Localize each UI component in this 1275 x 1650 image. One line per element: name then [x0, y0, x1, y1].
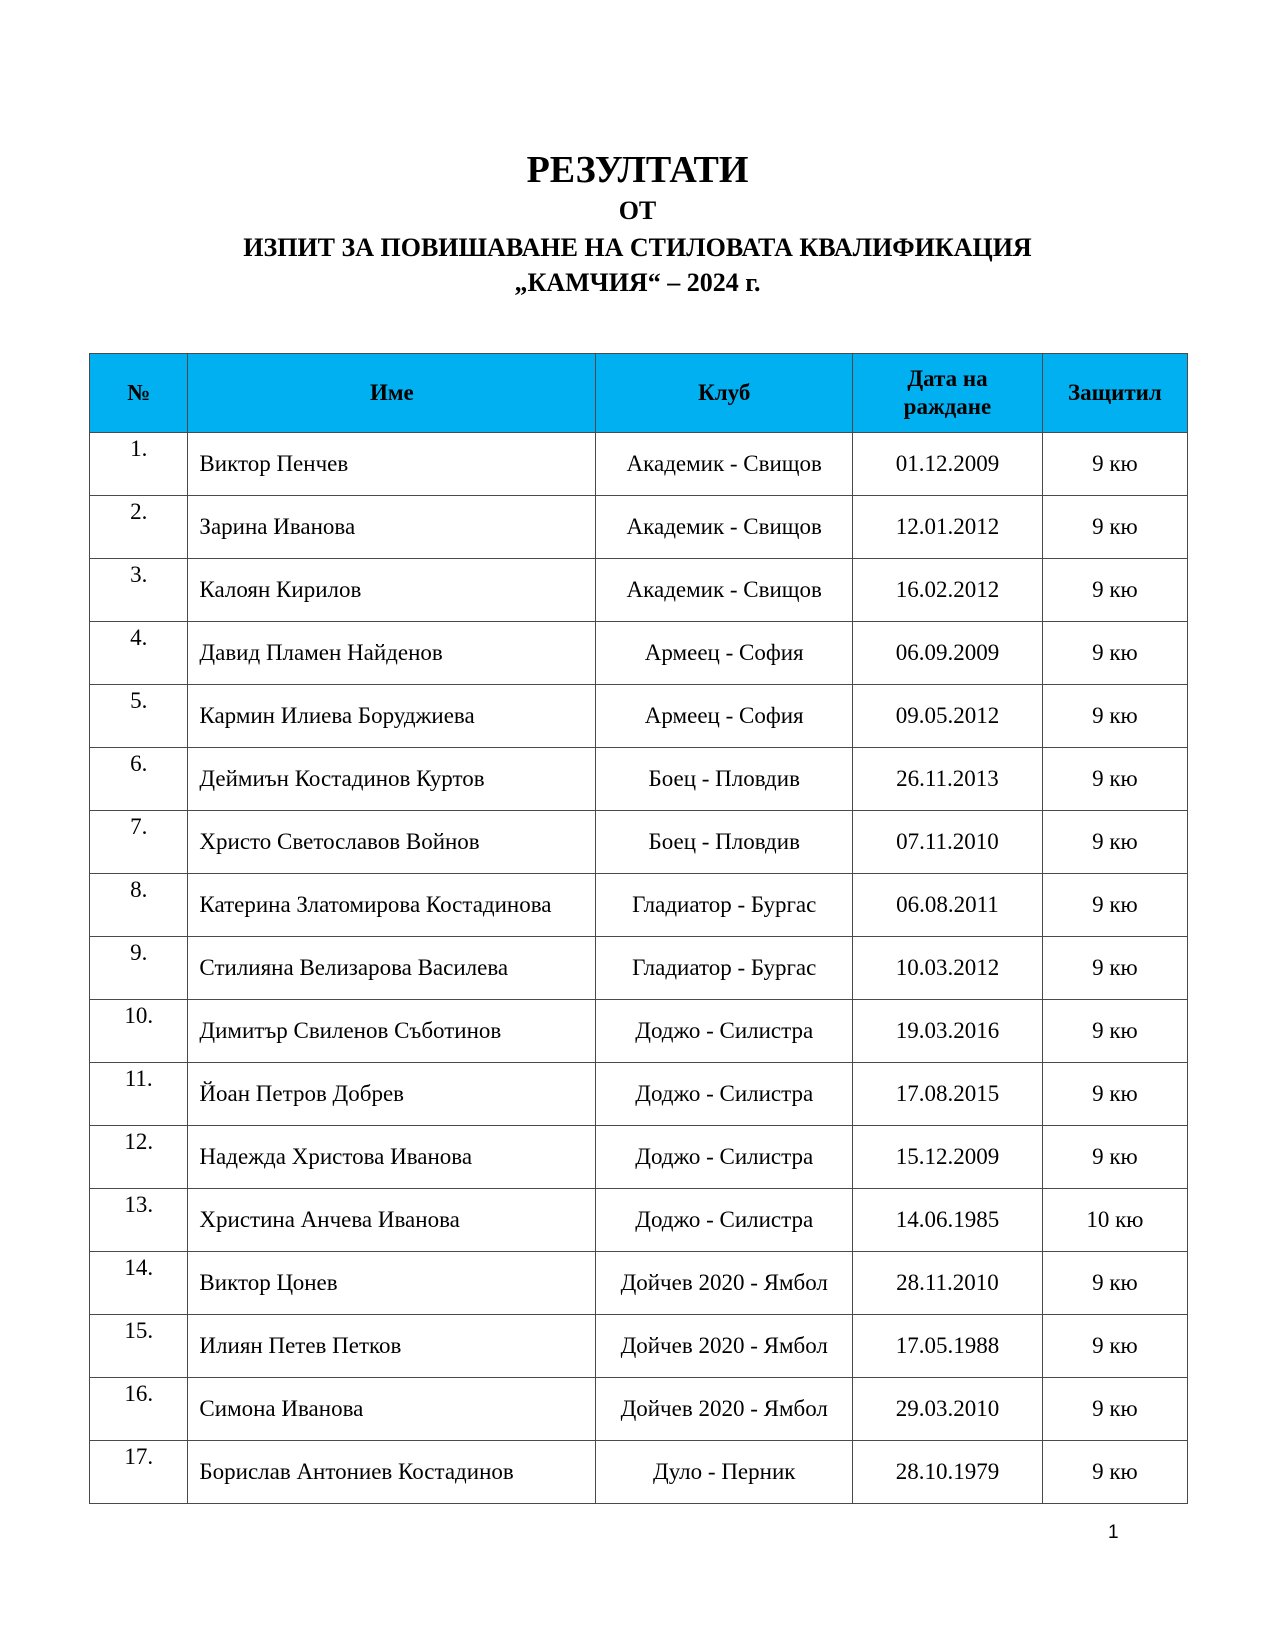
athlete-name: Симона Иванова — [188, 1378, 596, 1441]
birth-date: 28.10.1979 — [853, 1441, 1043, 1504]
table-row — [90, 1063, 1188, 1126]
club-name: Дуло - Перник — [596, 1441, 853, 1504]
athlete-name: Калоян Кирилов — [188, 559, 596, 622]
table-row — [90, 1441, 1188, 1504]
table-row — [90, 1189, 1188, 1252]
club-name: Доджо - Силистра — [596, 1189, 853, 1252]
table-row — [90, 1252, 1188, 1315]
column-header-rank — [1042, 354, 1187, 433]
table-row — [90, 622, 1188, 685]
athlete-name: Зарина Иванова — [188, 496, 596, 559]
row-number: 17. — [90, 1441, 188, 1504]
birth-date: 06.08.2011 — [853, 874, 1043, 937]
club-name: Доджо - Силистра — [596, 1000, 853, 1063]
rank-achieved: 10 кю — [1042, 1189, 1187, 1252]
subtitle-from: ОТ — [618, 196, 657, 225]
column-header-birthdate-line2: раждане — [903, 394, 992, 419]
column-header-name-label: Име — [370, 380, 414, 405]
table-row — [90, 496, 1188, 559]
row-number: 12. — [90, 1126, 188, 1189]
row-number: 14. — [90, 1252, 188, 1315]
column-header-number-label: № — [127, 380, 151, 405]
athlete-name: Кармин Илиева Боруджиева — [188, 685, 596, 748]
table-row — [90, 1315, 1188, 1378]
column-header-club-label: Клуб — [698, 380, 751, 405]
table-row — [90, 1000, 1188, 1063]
rank-achieved: 9 кю — [1042, 937, 1187, 1000]
results-table — [89, 353, 1188, 1504]
club-name: Гладиатор - Бургас — [596, 937, 853, 1000]
athlete-name: Борислав Антониев Костадинов — [188, 1441, 596, 1504]
rank-achieved: 9 кю — [1042, 1000, 1187, 1063]
results-table-body — [90, 433, 1188, 1504]
birth-date: 14.06.1985 — [853, 1189, 1043, 1252]
club-name: Боец - Пловдив — [596, 811, 853, 874]
birth-date: 15.12.2009 — [853, 1126, 1043, 1189]
athlete-name: Надежда Христова Иванова — [188, 1126, 596, 1189]
rank-achieved: 9 кю — [1042, 1252, 1187, 1315]
column-header-birthdate-line1: Дата на — [907, 366, 988, 391]
birth-date: 17.05.1988 — [853, 1315, 1043, 1378]
club-name: Академик - Свищов — [596, 433, 853, 496]
club-name: Дойчев 2020 - Ямбол — [596, 1315, 853, 1378]
athlete-name: Виктор Пенчев — [188, 433, 596, 496]
rank-achieved: 9 кю — [1042, 685, 1187, 748]
row-number: 16. — [90, 1378, 188, 1441]
club-name: Дойчев 2020 - Ямбол — [596, 1252, 853, 1315]
birth-date: 06.09.2009 — [853, 622, 1043, 685]
table-row — [90, 1378, 1188, 1441]
athlete-name: Йоан Петров Добрев — [188, 1063, 596, 1126]
rank-achieved: 9 кю — [1042, 874, 1187, 937]
athlete-name: Димитър Свиленов Съботинов — [188, 1000, 596, 1063]
table-header-row — [90, 354, 1188, 433]
athlete-name: Деймиън Костадинов Куртов — [188, 748, 596, 811]
club-name: Армеец - София — [596, 685, 853, 748]
birth-date: 09.05.2012 — [853, 685, 1043, 748]
column-header-birthdate — [853, 354, 1043, 433]
column-header-rank-label: Защитил — [1068, 380, 1162, 405]
rank-achieved: 9 кю — [1042, 748, 1187, 811]
row-number: 10. — [90, 1000, 188, 1063]
birth-date: 26.11.2013 — [853, 748, 1043, 811]
row-number: 2. — [90, 496, 188, 559]
row-number: 13. — [90, 1189, 188, 1252]
rank-achieved: 9 кю — [1042, 1126, 1187, 1189]
table-row — [90, 811, 1188, 874]
birth-date: 01.12.2009 — [853, 433, 1043, 496]
birth-date: 12.01.2012 — [853, 496, 1043, 559]
club-name: Академик - Свищов — [596, 559, 853, 622]
athlete-name: Виктор Цонев — [188, 1252, 596, 1315]
club-name: Дойчев 2020 - Ямбол — [596, 1378, 853, 1441]
table-row — [90, 874, 1188, 937]
table-row — [90, 433, 1188, 496]
club-name: Боец - Пловдив — [596, 748, 853, 811]
athlete-name: Христина Анчева Иванова — [188, 1189, 596, 1252]
athlete-name: Давид Пламен Найденов — [188, 622, 596, 685]
athlete-name: Катерина Златомирова Костадинова — [188, 874, 596, 937]
table-row — [90, 1126, 1188, 1189]
rank-achieved: 9 кю — [1042, 433, 1187, 496]
row-number: 8. — [90, 874, 188, 937]
table-row — [90, 748, 1188, 811]
birth-date: 19.03.2016 — [853, 1000, 1043, 1063]
birth-date: 16.02.2012 — [853, 559, 1043, 622]
club-name: Армеец - София — [596, 622, 853, 685]
birth-date: 29.03.2010 — [853, 1378, 1043, 1441]
row-number: 3. — [90, 559, 188, 622]
birth-date: 17.08.2015 — [853, 1063, 1043, 1126]
row-number: 5. — [90, 685, 188, 748]
table-row — [90, 685, 1188, 748]
birth-date: 28.11.2010 — [853, 1252, 1043, 1315]
club-name: Академик - Свищов — [596, 496, 853, 559]
club-name: Гладиатор - Бургас — [596, 874, 853, 937]
column-header-number — [90, 354, 188, 433]
birth-date: 10.03.2012 — [853, 937, 1043, 1000]
athlete-name: Христо Светославов Войнов — [188, 811, 596, 874]
rank-achieved: 9 кю — [1042, 811, 1187, 874]
club-name: Доджо - Силистра — [596, 1126, 853, 1189]
row-number: 7. — [90, 811, 188, 874]
athlete-name: Илиян Петев Петков — [188, 1315, 596, 1378]
subtitle-event: „КАМЧИЯ“ – 2024 г. — [514, 268, 761, 297]
row-number: 4. — [90, 622, 188, 685]
page-title: РЕЗУЛТАТИ — [526, 149, 749, 191]
club-name: Доджо - Силистра — [596, 1063, 853, 1126]
row-number: 6. — [90, 748, 188, 811]
rank-achieved: 9 кю — [1042, 1063, 1187, 1126]
page-number: 1 — [1108, 1522, 1119, 1543]
rank-achieved: 9 кю — [1042, 1315, 1187, 1378]
column-header-club — [596, 354, 853, 433]
row-number: 15. — [90, 1315, 188, 1378]
rank-achieved: 9 кю — [1042, 622, 1187, 685]
rank-achieved: 9 кю — [1042, 1441, 1187, 1504]
athlete-name: Стилияна Велизарова Василева — [188, 937, 596, 1000]
row-number: 1. — [90, 433, 188, 496]
rank-achieved: 9 кю — [1042, 1378, 1187, 1441]
column-header-name — [188, 354, 596, 433]
table-row — [90, 559, 1188, 622]
rank-achieved: 9 кю — [1042, 496, 1187, 559]
rank-achieved: 9 кю — [1042, 559, 1187, 622]
birth-date: 07.11.2010 — [853, 811, 1043, 874]
table-row — [90, 937, 1188, 1000]
subtitle-exam: ИЗПИТ ЗА ПОВИШАВАНЕ НА СТИЛОВАТА КВАЛИФИКАЦИЯ — [243, 233, 1032, 262]
row-number: 9. — [90, 937, 188, 1000]
row-number: 11. — [90, 1063, 188, 1126]
